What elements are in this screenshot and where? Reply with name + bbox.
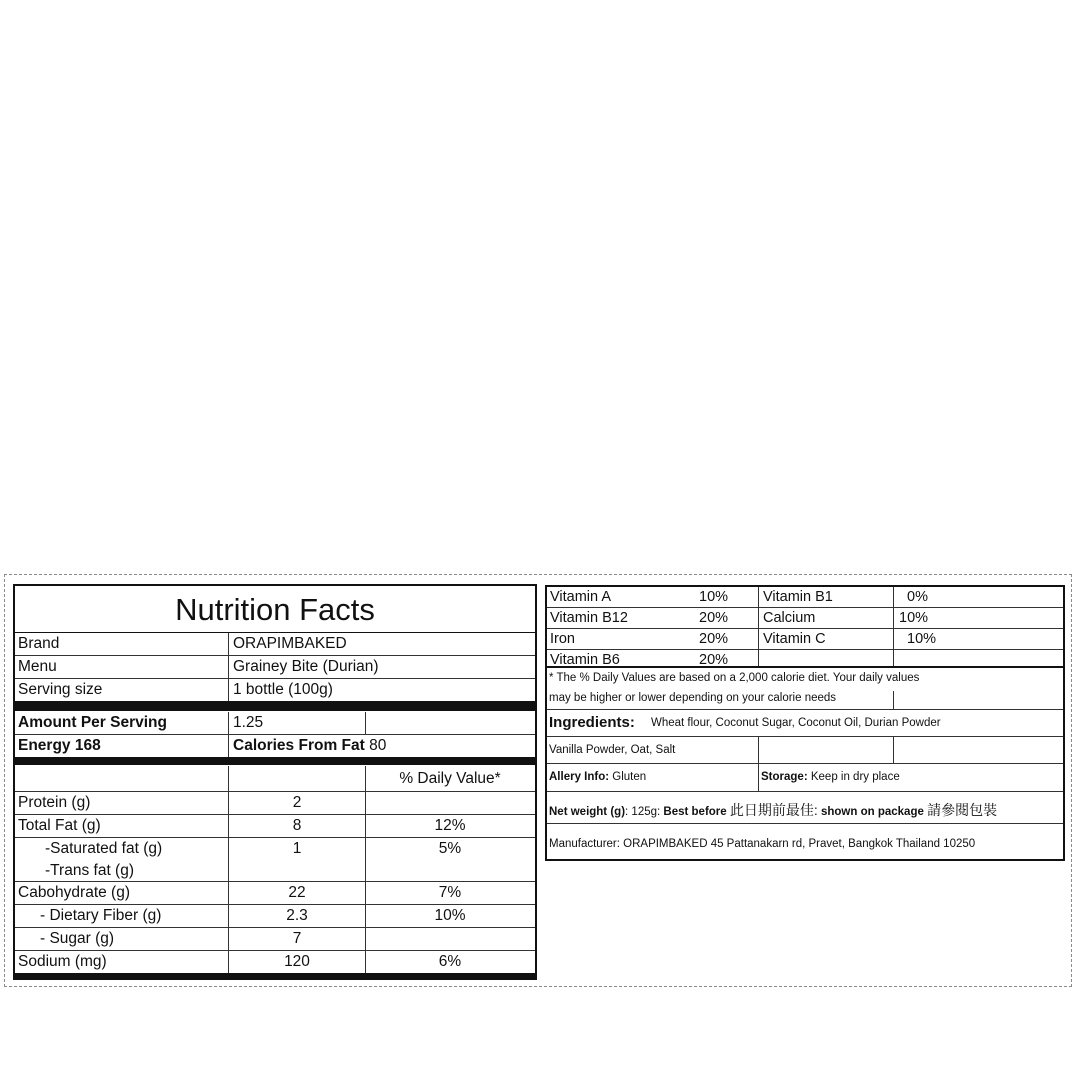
- nutrient-name: Protein (g): [18, 794, 91, 811]
- nutrient-dv: 6%: [438, 953, 462, 970]
- column-divider: [758, 587, 759, 668]
- allergy-storage-row: [547, 764, 1063, 792]
- nutrient-row: [15, 792, 535, 815]
- footnote-line: may be higher or lower depending on your calorie needs: [549, 692, 837, 704]
- allergy-label: Allery Info:: [549, 771, 610, 783]
- energy-row: [15, 735, 535, 757]
- shown-on-package: shown on package: [820, 806, 924, 818]
- info-value: Grainey Bite (Durian): [233, 658, 379, 675]
- nutrient-name: Cabohydrate (g): [18, 884, 131, 901]
- vitamin-name: Vitamin B12: [550, 610, 628, 626]
- vitamins-table: [545, 585, 1065, 668]
- column-divider: [228, 766, 229, 973]
- column-divider: [758, 764, 759, 791]
- thick-divider: [15, 757, 535, 765]
- vitamin-name: Vitamin C: [763, 631, 826, 647]
- info-row-brand: [15, 633, 535, 656]
- panel-title: Nutrition Facts: [15, 586, 535, 633]
- nutrient-dv: 10%: [434, 907, 466, 924]
- ingredients-value: Wheat flour, Coconut Sugar, Coconut Oil, Durian Powder: [651, 717, 941, 729]
- net-weight-label: Net weight (g): [549, 806, 626, 818]
- info-value: ORAPIMBAKED: [233, 635, 347, 652]
- ingredients-row-2: [547, 737, 1063, 764]
- best-before-cn: 此日期前最佳:: [729, 802, 818, 818]
- column-divider: [228, 633, 229, 701]
- nutrient-amount: 120: [284, 953, 310, 970]
- nutrient-name: - Sugar (g): [40, 930, 115, 947]
- info-row-menu: [15, 656, 535, 679]
- amount-per-serving-row: [15, 712, 535, 735]
- info-value: 1 bottle (100g): [233, 681, 333, 698]
- vitamin-row: [547, 629, 1063, 650]
- column-divider: [893, 691, 894, 709]
- nutrient-name: - Dietary Fiber (g): [40, 907, 162, 924]
- vitamin-value: 20%: [699, 631, 729, 647]
- vitamin-name: Iron: [550, 631, 575, 647]
- nutrient-dv: 12%: [434, 817, 466, 834]
- calories-from-fat-value: 80: [369, 737, 387, 754]
- nutrient-dv: 5%: [438, 840, 462, 857]
- nutrition-facts-panel: [13, 584, 537, 980]
- amount-label: Amount Per Serving: [18, 714, 167, 731]
- nutrient-amount: 22: [288, 884, 306, 901]
- vitamin-name: Vitamin B6: [550, 652, 620, 668]
- amount-value: 1.25: [233, 714, 264, 731]
- energy-label: Energy 168: [18, 737, 101, 754]
- nutrient-amount: 1: [292, 840, 302, 857]
- nutrient-row: [15, 838, 535, 882]
- column-divider: [365, 766, 366, 973]
- storage-value: Keep in dry place: [810, 771, 900, 783]
- nutrient-row: [15, 815, 535, 838]
- ingredients-label: Ingredients:: [549, 714, 635, 731]
- vitamin-row: [547, 608, 1063, 629]
- nutrient-row: [15, 928, 535, 951]
- nutrient-amount: 2.3: [286, 907, 308, 924]
- net-weight-value: : 125g:: [625, 806, 661, 818]
- nutrient-name: -Saturated fat (g): [45, 840, 163, 857]
- vitamin-value: 10%: [899, 610, 929, 626]
- vitamin-value: 0%: [907, 589, 928, 605]
- vitamin-name: Calcium: [763, 610, 816, 626]
- vitamin-value: 20%: [699, 652, 729, 668]
- info-label: Brand: [18, 635, 60, 652]
- calories-from-fat-label: Calories From Fat: [233, 737, 365, 754]
- vitamin-row: [547, 587, 1063, 608]
- info-row-serving: [15, 679, 535, 701]
- nutrient-amount: 8: [292, 817, 302, 834]
- column-divider: [228, 712, 229, 757]
- info-panel: [545, 666, 1065, 861]
- nutrient-name: Sodium (mg): [18, 953, 107, 970]
- nutrient-name: -Trans fat (g): [45, 862, 134, 879]
- vitamin-value: 20%: [699, 610, 729, 626]
- see-package-cn: 請參閱包裝: [927, 802, 998, 818]
- nutrient-amount: 2: [292, 794, 302, 811]
- vitamin-value: 10%: [907, 631, 937, 647]
- bottom-bar: [15, 973, 535, 978]
- nutrient-row: [15, 951, 535, 973]
- ingredients-value: Vanilla Powder, Oat, Salt: [549, 744, 676, 756]
- footnote-line: * The % Daily Values are based on a 2,000 calorie diet. Your daily values: [549, 672, 920, 684]
- column-divider: [365, 712, 366, 734]
- net-weight-row: [547, 792, 1063, 824]
- nutrient-amount: 7: [292, 930, 302, 947]
- info-label: Menu: [18, 658, 57, 675]
- column-divider: [758, 737, 759, 763]
- daily-value-header: % Daily Value*: [399, 770, 501, 787]
- ingredients-row: [547, 710, 1063, 737]
- nutrient-name: Total Fat (g): [18, 817, 101, 834]
- column-divider: [893, 737, 894, 763]
- footnote: [547, 668, 1063, 710]
- vitamin-name: Vitamin B1: [763, 589, 833, 605]
- nutrient-dv: 7%: [438, 884, 462, 901]
- info-label: Serving size: [18, 681, 103, 698]
- best-before-label: Best before: [663, 806, 727, 818]
- column-divider: [893, 587, 894, 668]
- thick-divider: [15, 701, 535, 711]
- allergy-value: Gluten: [612, 771, 647, 783]
- vitamin-value: 10%: [699, 589, 729, 605]
- vitamin-name: Vitamin A: [550, 589, 611, 605]
- storage-label: Storage:: [761, 771, 808, 783]
- daily-value-header-row: [15, 766, 535, 792]
- nutrient-row: [15, 905, 535, 928]
- nutrient-row: [15, 882, 535, 905]
- manufacturer: Manufacturer: ORAPIMBAKED 45 Pattanakarn rd, Pravet, Bangkok Thailand 10250: [549, 838, 976, 850]
